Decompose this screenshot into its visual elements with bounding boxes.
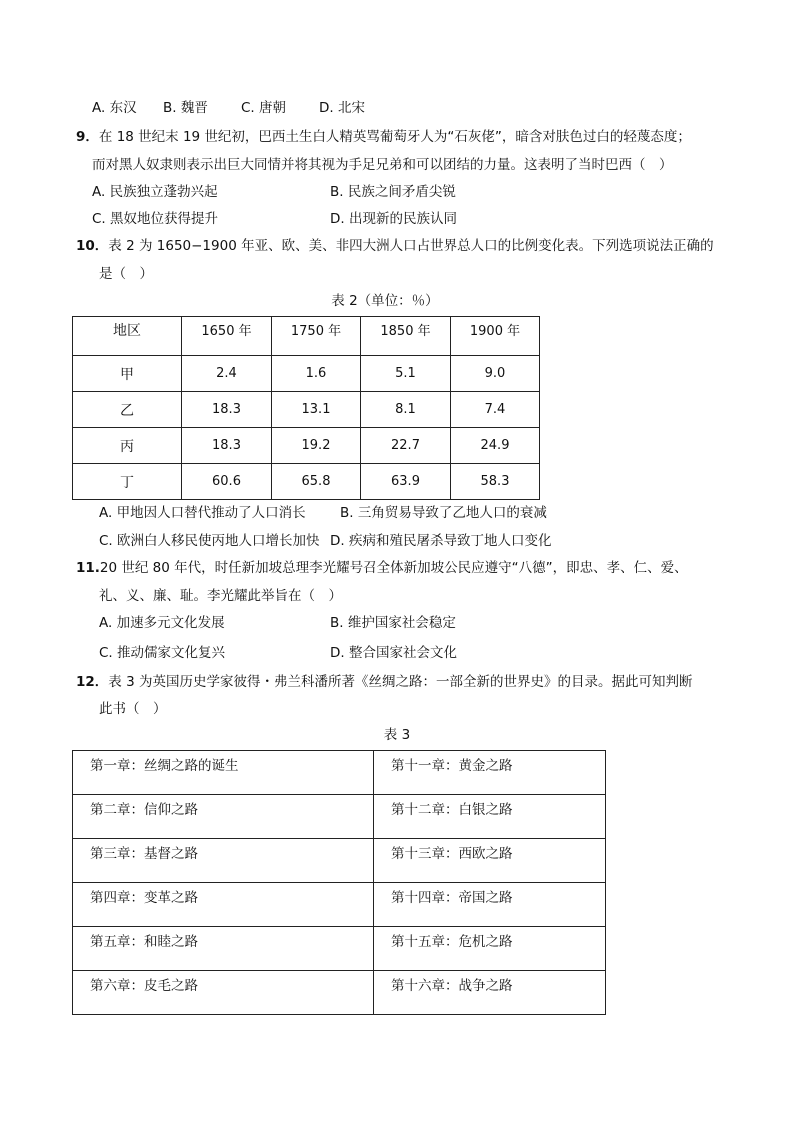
q9-option-c: C. 黑奴地位获得提升 bbox=[92, 211, 219, 227]
q9-stem-line1 bbox=[76, 125, 691, 145]
table2-population bbox=[72, 316, 540, 500]
table3-cell: 第四章：变革之路 bbox=[73, 883, 374, 927]
table2-cell: 63.9 bbox=[361, 464, 451, 500]
table-row bbox=[73, 356, 540, 392]
table3-cell: 第十二章：白银之路 bbox=[374, 795, 606, 839]
q11-stem-line2: 礼、义、廉、耻。李光耀此举旨在（ ） bbox=[99, 588, 342, 604]
q10-option-b: B. 三角贸易导致了乙地人口的衰减 bbox=[340, 505, 547, 521]
table3-cell: 第三章：基督之路 bbox=[73, 839, 374, 883]
q11-option-c: C. 推动儒家文化复兴 bbox=[99, 645, 226, 661]
q12-stem-line2: 此书（ ） bbox=[99, 701, 167, 717]
table2-cell: 1.6 bbox=[272, 356, 361, 392]
table3-cell: 第十一章：黄金之路 bbox=[374, 751, 606, 795]
q11-stem-line1 bbox=[76, 556, 688, 576]
table-row bbox=[73, 927, 606, 971]
q12-number: 12． bbox=[76, 674, 109, 690]
q11-option-a: A. 加速多元文化发展 bbox=[99, 615, 225, 631]
table2-header-1850: 1850 年 bbox=[361, 317, 451, 356]
table2-header-1650: 1650 年 bbox=[182, 317, 272, 356]
table2-cell: 58.3 bbox=[451, 464, 540, 500]
table2-region-cell: 甲 bbox=[73, 356, 182, 392]
table-row bbox=[73, 971, 606, 1015]
q8-option-c: C. 唐朝 bbox=[241, 100, 287, 116]
table-row bbox=[73, 839, 606, 883]
q9-option-b: B. 民族之间矛盾尖锐 bbox=[330, 184, 456, 200]
table2-cell: 5.1 bbox=[361, 356, 451, 392]
table2-cell: 65.8 bbox=[272, 464, 361, 500]
table2-cell: 24.9 bbox=[451, 428, 540, 464]
q8-option-a: A. 东汉 bbox=[92, 100, 137, 116]
q11-option-b: B. 维护国家社会稳定 bbox=[330, 615, 456, 631]
table2-header-region: 地区 bbox=[73, 317, 182, 356]
table2-region-cell: 乙 bbox=[73, 392, 182, 428]
q9-stem-line2: 而对黑人奴隶则表示出巨大同情并将其视为手足兄弟和可以团结的力量。这表明了当时巴西（ ） bbox=[92, 157, 673, 173]
table3-caption: 表 3 bbox=[383, 727, 411, 743]
table3-contents bbox=[72, 750, 606, 1015]
q10-number: 10． bbox=[76, 238, 109, 254]
table2-cell: 19.2 bbox=[272, 428, 361, 464]
q8-option-d: D. 北宋 bbox=[319, 100, 365, 116]
table-row bbox=[73, 392, 540, 428]
table3-cell: 第十六章：战争之路 bbox=[374, 971, 606, 1015]
table3-cell: 第五章：和睦之路 bbox=[73, 927, 374, 971]
table2-cell: 60.6 bbox=[182, 464, 272, 500]
q9-number: 9． bbox=[76, 129, 99, 145]
table2-cell: 7.4 bbox=[451, 392, 540, 428]
table2-header-row bbox=[73, 317, 540, 356]
q10-option-d: D. 疾病和殖民屠杀导致丁地人口变化 bbox=[330, 533, 552, 549]
q11-number: 11. bbox=[76, 560, 100, 576]
table-row bbox=[73, 883, 606, 927]
q12-stem-line1 bbox=[76, 670, 692, 690]
q10-stem-line2: 是（ ） bbox=[99, 266, 153, 282]
table3-cell: 第十五章：危机之路 bbox=[374, 927, 606, 971]
q10-option-a: A. 甲地因人口替代推动了人口消长 bbox=[99, 505, 306, 521]
table3-cell: 第六章：皮毛之路 bbox=[73, 971, 374, 1015]
table2-cell: 2.4 bbox=[182, 356, 272, 392]
table-row bbox=[73, 795, 606, 839]
q9-line1-text: 在 18 世纪末 19 世纪初，巴西土生白人精英骂葡萄牙人为“石灰佬”，暗含对肤色过白的轻蔑态度； bbox=[98, 129, 691, 145]
table2-region-cell: 丙 bbox=[73, 428, 182, 464]
table3-cell: 第十四章：帝国之路 bbox=[374, 883, 606, 927]
table3-cell: 第二章：信仰之路 bbox=[73, 795, 374, 839]
q9-option-d: D. 出现新的民族认同 bbox=[330, 211, 457, 227]
q8-option-b: B. 魏晋 bbox=[163, 100, 208, 116]
q10-line1-text: 表 2 为 1650−1900 年亚、欧、美、非四大洲人口占世界总人口的比例变化表。下列选项说法正确的 bbox=[108, 238, 714, 254]
table-row bbox=[73, 751, 606, 795]
table2-caption: 表 2（单位：％） bbox=[331, 293, 439, 309]
table2-region-cell: 丁 bbox=[73, 464, 182, 500]
table2-cell: 22.7 bbox=[361, 428, 451, 464]
q11-option-d: D. 整合国家社会文化 bbox=[330, 645, 457, 661]
q11-line1-text: 20 世纪 80 年代，时任新加坡总理李光耀号召全体新加坡公民应遵守“八德”，即忠、孝、仁、爱、 bbox=[99, 560, 688, 576]
table2-cell: 9.0 bbox=[451, 356, 540, 392]
table2-cell: 13.1 bbox=[272, 392, 361, 428]
table2-cell: 8.1 bbox=[361, 392, 451, 428]
q12-line1-text: 表 3 为英国历史学家彼得・弗兰科潘所著《丝绸之路：一部全新的世界史》的目录。据此可知判断 bbox=[108, 674, 693, 690]
table3-cell: 第十三章：西欧之路 bbox=[374, 839, 606, 883]
table-row bbox=[73, 428, 540, 464]
q10-option-c: C. 欧洲白人移民使丙地人口增长加快 bbox=[99, 533, 320, 549]
table2-header-1900: 1900 年 bbox=[451, 317, 540, 356]
q10-stem-line1 bbox=[76, 234, 714, 254]
table2-cell: 18.3 bbox=[182, 392, 272, 428]
q9-option-a: A. 民族独立蓬勃兴起 bbox=[92, 184, 218, 200]
table2-cell: 18.3 bbox=[182, 428, 272, 464]
table2-header-1750: 1750 年 bbox=[272, 317, 361, 356]
table-row bbox=[73, 464, 540, 500]
table3-cell: 第一章：丝绸之路的诞生 bbox=[73, 751, 374, 795]
